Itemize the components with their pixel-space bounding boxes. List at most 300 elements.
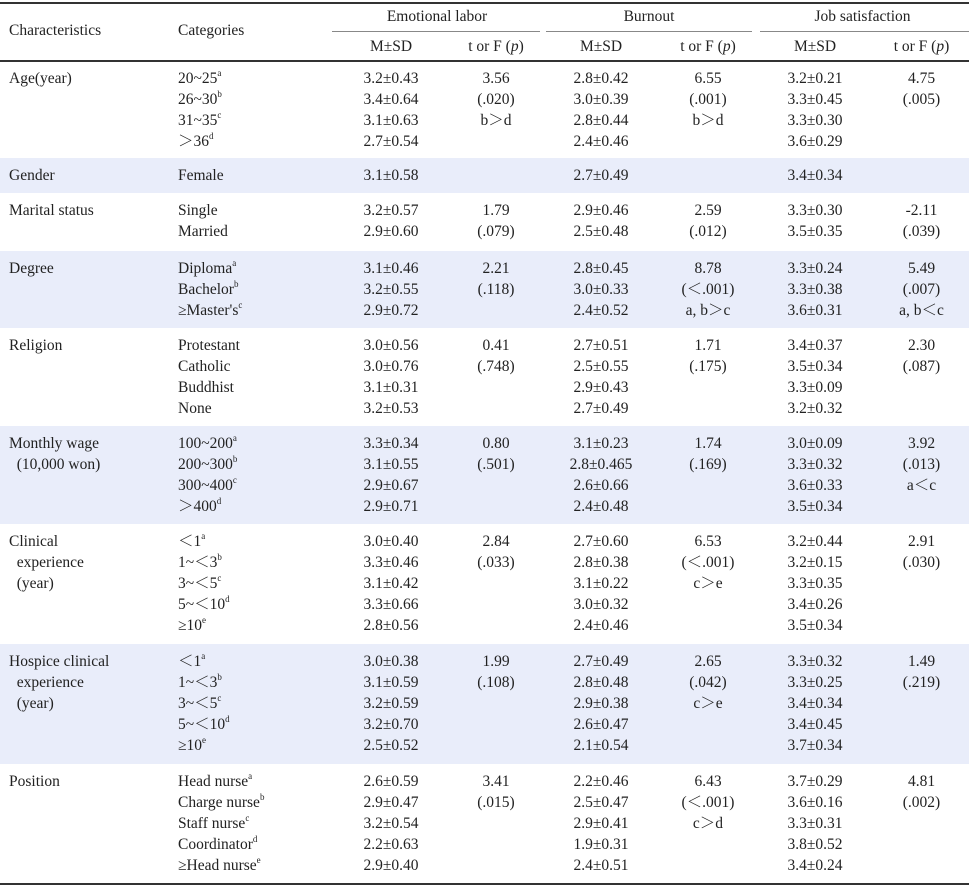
category-item [178, 771, 264, 792]
table-row-degree [0, 251, 969, 328]
emo-stat-value: 2.21 [482, 260, 510, 277]
job-msd-cell [756, 165, 874, 186]
category-item [178, 615, 230, 636]
category-footnote-mark: a [248, 771, 253, 781]
bur-stat-value: b＞d [692, 112, 724, 129]
row-label [9, 771, 60, 792]
job-msd-value: 3.6±0.16 [787, 794, 843, 811]
category-item [178, 356, 240, 377]
category-label: Bachelor [178, 281, 234, 298]
bur-msd-value: 3.0±0.32 [573, 596, 629, 613]
job-stat-value: (.039) [902, 223, 941, 240]
job-stat-value: 5.49 [907, 260, 936, 277]
emo-msd-value: 2.9±0.60 [363, 223, 419, 240]
emo-msd-value: 2.8±0.56 [363, 617, 419, 634]
job-stat-cell [874, 335, 969, 377]
category-label: Staff nurse [178, 815, 246, 832]
job-msd-cell [756, 651, 874, 756]
bur-stat-value: c＞d [692, 815, 724, 832]
table-row-gender [0, 158, 969, 193]
emo-msd-cell [332, 771, 450, 876]
category-item [178, 573, 230, 594]
category-label: 5~＜10 [178, 716, 226, 733]
job-msd-value: 3.4±0.45 [787, 716, 843, 733]
category-footnote-mark: b [232, 454, 238, 464]
table-row-age-year [0, 61, 969, 158]
emo-stat-value: (.033) [477, 554, 515, 571]
bur-msd-value: 2.6±0.47 [573, 716, 629, 733]
emo-stat-cell [450, 433, 542, 475]
category-footnote-mark: e [256, 855, 261, 865]
bur-stat-value: (.012) [689, 223, 727, 240]
job-msd-value: 3.2±0.15 [787, 554, 843, 571]
emo-msd-value: 3.2±0.57 [363, 202, 419, 219]
bur-msd-value: 3.0±0.33 [573, 281, 629, 298]
header-emo-msd: M±SD [369, 38, 413, 55]
job-stat-cell [874, 258, 969, 321]
emo-msd-cell [332, 258, 450, 321]
category-label: Charge nurse [178, 794, 260, 811]
job-msd-value: 3.3±0.38 [787, 281, 843, 298]
job-stat-cell [874, 433, 969, 496]
category-footnote-mark: d [225, 594, 230, 604]
bur-stat-cell [660, 68, 756, 131]
row-label-line: (year) [9, 575, 54, 592]
job-stat-value: 3.92 [907, 435, 936, 452]
bur-msd-value: 2.8±0.38 [573, 554, 629, 571]
emo-stat-cell [450, 335, 542, 377]
category-item [178, 693, 230, 714]
table-bottom-rule [0, 883, 969, 885]
job-msd-value: 3.3±0.30 [787, 112, 843, 129]
category-label: ＞400 [178, 498, 217, 515]
category-item [178, 813, 264, 834]
emo-msd-value: 2.5±0.52 [363, 737, 419, 754]
job-msd-cell [756, 531, 874, 636]
job-msd-value: 3.6±0.29 [787, 133, 843, 150]
bur-stat-value: c＞e [693, 575, 723, 592]
category-label: Coordinator [178, 836, 253, 853]
category-label: 1~＜3 [178, 674, 218, 691]
bur-msd-cell [542, 771, 660, 876]
emo-stat-cell [450, 771, 542, 813]
job-msd-value: 3.4±0.37 [787, 337, 843, 354]
header-group-rule-burnout [546, 31, 752, 32]
job-msd-value: 3.2±0.32 [787, 400, 843, 417]
category-footnote-mark: b [259, 792, 265, 802]
category-label: 200~300 [178, 456, 233, 473]
job-stat-cell [874, 651, 969, 693]
category-label: 26~30 [178, 91, 218, 108]
category-item [178, 496, 237, 517]
job-stat-cell [874, 200, 969, 242]
header-group-rule-job [760, 31, 969, 32]
table-header [0, 0, 969, 64]
category-label: 1~＜3 [178, 554, 218, 571]
emo-msd-value: 2.9±0.72 [363, 302, 419, 319]
emo-stat-value: 1.99 [482, 653, 510, 670]
category-label: 300~400 [178, 477, 233, 494]
bur-stat-value: 6.43 [694, 773, 722, 790]
category-item [178, 279, 242, 300]
job-msd-value: 3.2±0.44 [787, 533, 843, 550]
job-msd-value: 3.5±0.34 [787, 617, 843, 634]
bur-msd-value: 2.9±0.38 [573, 695, 629, 712]
bur-stat-value: 2.65 [694, 653, 722, 670]
bur-stat-value: (.001) [689, 91, 727, 108]
header-group-rule-emotional [332, 31, 540, 32]
job-stat-cell [874, 68, 969, 110]
category-list [178, 165, 224, 186]
emo-msd-value: 3.1±0.42 [363, 575, 419, 592]
bur-stat-value: 8.78 [694, 260, 722, 277]
bur-msd-value: 2.4±0.48 [573, 498, 629, 515]
category-item [178, 433, 237, 454]
emo-msd-value: 3.1±0.58 [363, 167, 419, 184]
emo-stat-value: (.079) [477, 223, 515, 240]
table-row-position [0, 764, 969, 883]
category-footnote-mark: e [202, 615, 207, 625]
emo-msd-value: 3.0±0.38 [363, 653, 419, 670]
bur-msd-value: 2.5±0.48 [573, 223, 629, 240]
category-item [178, 672, 230, 693]
bur-msd-cell [542, 651, 660, 756]
job-msd-value: 3.3±0.32 [787, 456, 843, 473]
row-label [9, 200, 94, 221]
emo-msd-value: 3.1±0.46 [363, 260, 419, 277]
job-msd-cell [756, 335, 874, 419]
bur-stat-cell [660, 651, 756, 714]
emo-msd-value: 3.0±0.76 [363, 358, 419, 375]
category-item [178, 531, 230, 552]
job-msd-value: 3.3±0.45 [787, 91, 843, 108]
bur-msd-value: 2.9±0.41 [573, 815, 629, 832]
job-stat-value: (.219) [902, 674, 941, 691]
job-stat-value: (.002) [902, 794, 941, 811]
category-item [178, 855, 264, 876]
bur-stat-value: 1.71 [694, 337, 722, 354]
job-msd-value: 3.5±0.34 [787, 358, 843, 375]
row-label-line: (10,000 won) [9, 456, 101, 473]
category-label: 3~＜5 [178, 575, 218, 592]
job-msd-value: 3.7±0.29 [787, 773, 843, 790]
category-list [178, 531, 230, 636]
category-list [178, 258, 242, 321]
job-msd-value: 3.3±0.25 [787, 674, 843, 691]
bur-msd-cell [542, 68, 660, 152]
bur-stat-value: c＞e [693, 695, 723, 712]
category-item [178, 221, 228, 242]
category-item [178, 552, 230, 573]
emo-stat-cell [450, 200, 542, 242]
bur-stat-value: (.175) [689, 358, 727, 375]
emo-stat-value: b＞d [480, 112, 512, 129]
category-item [178, 377, 240, 398]
category-label: Married [178, 223, 228, 240]
bur-msd-value: 2.7±0.49 [573, 167, 629, 184]
header-categories: Categories [178, 22, 245, 39]
emo-msd-value: 3.2±0.53 [363, 400, 419, 417]
row-label-line: (year) [9, 695, 54, 712]
row-label-line: Monthly wage [9, 435, 99, 452]
job-msd-cell [756, 200, 874, 242]
emo-msd-value: 3.0±0.56 [363, 337, 419, 354]
emo-msd-value: 2.7±0.54 [363, 133, 419, 150]
category-label: 100~200 [178, 435, 233, 452]
bur-msd-value: 1.9±0.31 [573, 836, 629, 853]
category-item [178, 714, 230, 735]
category-footnote-mark: b [217, 672, 222, 682]
category-footnote-mark: c [217, 693, 222, 703]
emo-stat-value: (.118) [477, 281, 515, 298]
job-msd-cell [756, 258, 874, 321]
bur-msd-value: 2.6±0.66 [573, 477, 629, 494]
category-label: ＜1 [178, 653, 202, 670]
bur-msd-value: 3.1±0.23 [573, 435, 629, 452]
category-label: ＞36 [178, 133, 210, 150]
emo-msd-value: 2.6±0.59 [363, 773, 419, 790]
category-label: 5~＜10 [178, 596, 226, 613]
bur-stat-cell [660, 200, 756, 242]
bur-stat-value: 6.53 [694, 533, 722, 550]
table-row-clinical [0, 524, 969, 644]
bur-msd-value: 2.8±0.42 [573, 70, 629, 87]
bur-msd-value: 2.5±0.55 [573, 358, 629, 375]
bur-msd-value: 2.8±0.44 [573, 112, 629, 129]
bur-stat-value: (＜.001) [681, 794, 735, 811]
bur-msd-cell [542, 200, 660, 242]
emo-msd-value: 2.9±0.71 [363, 498, 419, 515]
bur-msd-value: 2.4±0.46 [573, 617, 629, 634]
job-stat-cell [874, 531, 969, 573]
bur-msd-value: 2.7±0.49 [573, 653, 629, 670]
job-msd-value: 3.3±0.24 [787, 260, 843, 277]
job-msd-value: 3.3±0.09 [787, 379, 843, 396]
category-label: Head nurse [178, 773, 249, 790]
emo-msd-value: 3.2±0.54 [363, 815, 419, 832]
emo-stat-cell [450, 651, 542, 693]
emo-stat-value: 3.41 [482, 773, 510, 790]
emo-msd-value: 2.9±0.47 [363, 794, 419, 811]
emo-msd-value: 3.1±0.63 [363, 112, 419, 129]
job-msd-value: 3.3±0.32 [787, 653, 843, 670]
emo-msd-value: 2.2±0.63 [363, 836, 419, 853]
row-label [9, 258, 54, 279]
category-label: ≥10 [178, 737, 203, 754]
bur-stat-value: (＜.001) [681, 554, 735, 571]
table-row-hospice-clinical [0, 644, 969, 764]
emo-stat-value: 2.84 [482, 533, 510, 550]
category-footnote-mark: b [217, 89, 222, 99]
job-msd-value: 3.6±0.31 [787, 302, 843, 319]
category-label: ≥10 [178, 617, 203, 634]
emo-msd-cell [332, 68, 450, 152]
emo-stat-value: 3.56 [482, 70, 510, 87]
bur-msd-value: 3.1±0.22 [573, 575, 629, 592]
category-footnote-mark: d [209, 131, 214, 141]
row-label-line: Degree [9, 260, 54, 277]
row-label [9, 433, 100, 475]
bur-stat-value: (.169) [689, 456, 727, 473]
job-msd-value: 3.3±0.31 [787, 815, 843, 832]
job-msd-cell [756, 433, 874, 517]
emo-msd-value: 2.9±0.67 [363, 477, 419, 494]
category-list [178, 433, 237, 517]
category-item [178, 89, 222, 110]
category-list [178, 651, 230, 756]
category-item [178, 475, 237, 496]
row-label [9, 335, 62, 356]
bur-stat-value: 2.59 [694, 202, 722, 219]
emo-msd-value: 3.2±0.59 [363, 695, 419, 712]
row-label-line: Age(year) [9, 70, 72, 87]
bur-msd-cell [542, 433, 660, 517]
category-footnote-mark: c [238, 300, 243, 310]
category-item [178, 200, 228, 221]
emo-msd-value: 3.2±0.70 [363, 716, 419, 733]
category-label: Catholic [178, 358, 231, 375]
bur-stat-value: 6.55 [694, 70, 722, 87]
bur-msd-cell [542, 335, 660, 419]
emo-stat-cell [450, 68, 542, 131]
category-item [178, 335, 240, 356]
emo-stat-value: 0.80 [482, 435, 510, 452]
category-footnote-mark: b [217, 552, 222, 562]
bur-msd-value: 2.7±0.51 [573, 337, 629, 354]
category-list [178, 771, 264, 876]
row-label-line: Religion [9, 337, 63, 354]
category-list [178, 68, 222, 152]
emo-stat-value: (.748) [477, 358, 515, 375]
job-msd-value: 3.4±0.26 [787, 596, 843, 613]
category-label: Protestant [178, 337, 240, 354]
job-msd-value: 3.0±0.09 [787, 435, 843, 452]
row-label [9, 531, 84, 594]
header-emo-stat: t or F (p) [468, 38, 524, 55]
job-stat-value: a, b＜c [899, 302, 944, 319]
job-msd-value: 3.3±0.35 [787, 575, 843, 592]
bur-msd-value: 2.9±0.46 [573, 202, 629, 219]
job-stat-value: 4.75 [907, 70, 936, 87]
row-label-line: Marital status [9, 202, 94, 219]
bur-stat-cell [660, 258, 756, 321]
category-label: Buddhist [178, 379, 234, 396]
category-footnote-mark: b [233, 279, 239, 289]
bur-stat-value: (.042) [689, 674, 727, 691]
header-emotional-labor: Emotional labor [386, 8, 488, 25]
bur-msd-value: 2.4±0.52 [573, 302, 629, 319]
table-row-marital-status [0, 193, 969, 251]
bur-msd-value: 2.9±0.43 [573, 379, 629, 396]
category-item [178, 454, 237, 475]
job-stat-cell [874, 771, 969, 813]
category-label: 31~35 [178, 112, 218, 129]
emo-stat-cell [450, 531, 542, 573]
bur-msd-cell [542, 258, 660, 321]
bur-stat-cell [660, 335, 756, 377]
bur-stat-cell [660, 433, 756, 475]
category-label: ≥Master's [178, 302, 239, 319]
category-label: 20~25 [178, 70, 218, 87]
emo-stat-value: 0.41 [482, 337, 510, 354]
category-item [178, 594, 230, 615]
category-footnote-mark: a [232, 433, 237, 443]
emo-msd-cell [332, 651, 450, 756]
bur-stat-cell [660, 531, 756, 594]
bur-stat-cell [660, 771, 756, 834]
job-stat-value: (.013) [902, 456, 941, 473]
category-label: Single [178, 202, 218, 219]
emo-msd-cell [332, 531, 450, 636]
job-stat-value: 2.91 [907, 533, 936, 550]
job-stat-value: (.030) [902, 554, 941, 571]
category-footnote-mark: c [217, 110, 222, 120]
emo-msd-value: 2.9±0.40 [363, 857, 419, 874]
header-job-satisfaction: Job satisfaction [814, 8, 911, 25]
emo-stat-value: (.015) [477, 794, 515, 811]
emo-msd-value: 3.3±0.46 [363, 554, 419, 571]
category-item [178, 834, 264, 855]
job-msd-value: 3.6±0.33 [787, 477, 843, 494]
category-item [178, 165, 224, 186]
job-msd-value: 3.4±0.34 [787, 167, 843, 184]
job-msd-value: 3.4±0.24 [787, 857, 843, 874]
emo-msd-value: 3.4±0.64 [363, 91, 419, 108]
category-footnote-mark: c [217, 573, 222, 583]
category-footnote-mark: e [202, 735, 207, 745]
row-label-line: Position [9, 773, 60, 790]
job-stat-value: -2.11 [905, 202, 938, 219]
category-item [178, 735, 230, 756]
row-label [9, 165, 55, 186]
category-item [178, 131, 222, 152]
bur-msd-value: 2.5±0.47 [573, 794, 629, 811]
category-footnote-mark: d [216, 496, 222, 506]
emo-msd-value: 3.2±0.55 [363, 281, 419, 298]
emo-stat-value: (.501) [477, 456, 515, 473]
job-msd-value: 3.5±0.35 [787, 223, 843, 240]
job-msd-value: 3.3±0.30 [787, 202, 843, 219]
category-item [178, 258, 242, 279]
bur-msd-value: 2.1±0.54 [573, 737, 629, 754]
job-msd-cell [756, 68, 874, 152]
bur-msd-cell [542, 531, 660, 636]
emo-stat-value: 1.79 [482, 202, 510, 219]
category-item [178, 68, 222, 89]
bur-msd-value: 2.4±0.46 [573, 133, 629, 150]
emo-stat-value: (.108) [477, 674, 515, 691]
emo-msd-value: 3.1±0.31 [363, 379, 419, 396]
emo-msd-value: 3.3±0.34 [363, 435, 419, 452]
header-bur-stat: t or F (p) [680, 38, 736, 55]
emo-msd-value: 3.2±0.43 [363, 70, 419, 87]
job-msd-value: 3.7±0.34 [787, 737, 843, 754]
table-row-religion [0, 328, 969, 426]
category-label: Female [178, 167, 224, 184]
row-label-line: Hospice clinical [9, 653, 110, 670]
bur-msd-value: 2.8±0.465 [569, 456, 633, 473]
job-stat-value: 2.30 [907, 337, 936, 354]
job-msd-cell [756, 771, 874, 876]
bur-stat-value: a, b＞c [685, 302, 731, 319]
row-label-line: experience [9, 674, 84, 691]
emo-msd-cell [332, 165, 450, 186]
category-item [178, 792, 264, 813]
bur-msd-value: 2.8±0.48 [573, 674, 629, 691]
category-footnote-mark: a [232, 258, 237, 268]
bur-msd-value: 3.0±0.39 [573, 91, 629, 108]
category-list [178, 200, 228, 242]
